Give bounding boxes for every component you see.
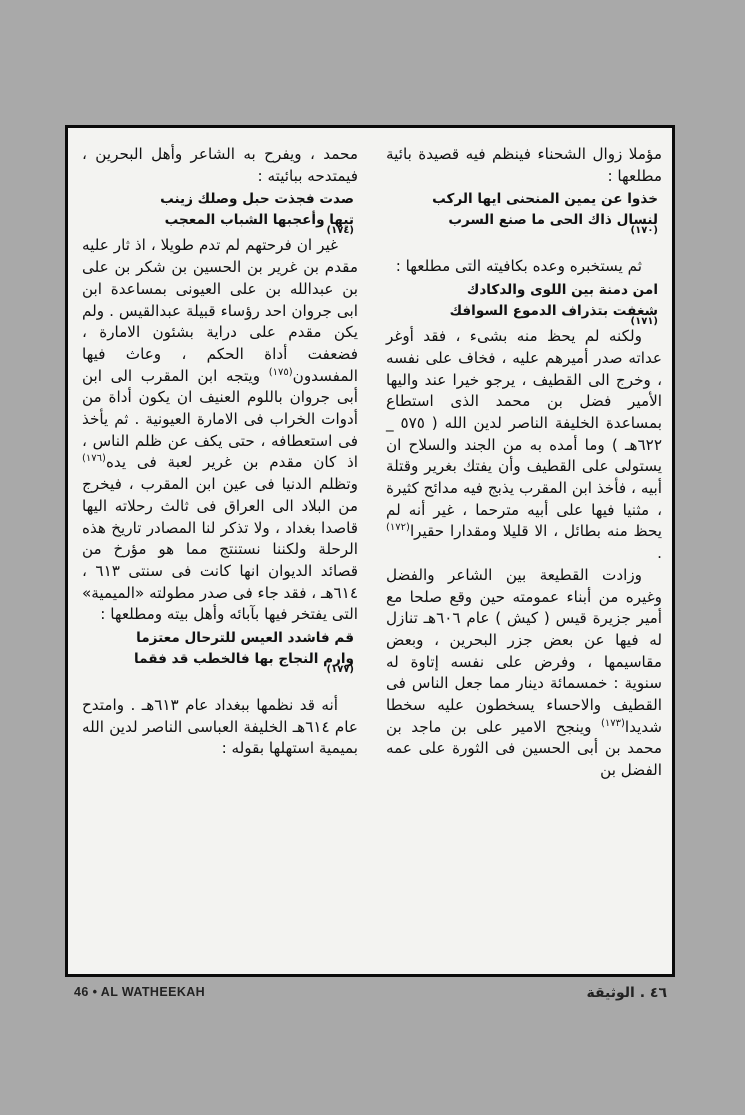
verse-line-with-ref: تيها وأعجبها الشباب المعجب (١٧٤) <box>164 212 354 237</box>
poem-verse <box>82 189 358 237</box>
right-column <box>386 144 662 782</box>
paragraph-text: وينجح الامير على بن ماجد بن محمد بن أبى الحسين فى الثورة على عمه الفضل بن <box>386 717 662 780</box>
paragraph-text: وتظلم الدنيا فى عين ابن المقرب ، فيخرج من البلاد الى العراق فى ثالث رحلاته اليها قاصدا بغداد ، ولا تذكر لنا المصادر تاريخ هذه الرحلة ولكننا نستنتج مما هو مؤرخ من قصائد الديوان انها كانت فى سنتى ٦١٣ ، ٦١٤هـ ، فقد جاء فى صدر مطولته «الميمية» التى يفتخر فيها بآبائه وأهل بيته ومطلعها : <box>82 475 359 624</box>
verse-line: قم فاشدد العيس للترحال معتزما <box>136 630 354 647</box>
paragraph: مؤملا زوال الشحناء فينظم فيه قصيدة بائية مطلعها : <box>386 145 662 185</box>
paragraph <box>82 235 358 626</box>
verse-line: تيها وأعجبها الشباب المعجب <box>164 212 354 229</box>
paragraph: ثم يستخبره وعده بكافيته التى مطلعها : <box>395 257 642 276</box>
paragraph-text: ويتجه ابن المقرب الى ابن أبى جروان باللوم العنيف ان يكون أداة من أدوات الخراب فى الامارة العيونية . ثم يأخذ فى استعطافه ، حتى يكف عن ظلم الناس ، اذ كان مقدم بن غرير لعبة فى يده <box>82 366 358 472</box>
paragraph-text: ولكنه لم يحظ منه بشىء ، فقد أوغر عداته صدر أميرهم عليه ، فخاف على نفسه ، وخرج الى القطيف ، يرجو خيرا عند واليها الأمير فضل بن محمد الذى استطاع بمساعدة الخليفة الناصر لدين الله ( ٥٧٥ _ ٦٢٢هـ ) وما أمده به من الجند والسلاح ان يستولى على القطيف وأن يفتك بغرير وقتلة أبيه ، فأخذ ابن المقرب يذبج فيه مدائح كثيرة ، مثنيا فيها على أبيه مترحما ، غير أنه لم يحظ منه بطائل ، الا قليلا ومقدارا حقيرا <box>386 327 662 541</box>
spacer <box>82 674 358 695</box>
verse-line: لنسال ذاك الحى ما صنع السرب <box>448 212 658 229</box>
spacer <box>386 235 662 256</box>
poem-verse <box>82 628 358 676</box>
paragraph-text: غير ان فرحتهم لم تدم طويلا ، اذ ثار عليه مقدم بن غرير بن الحسين بن شكر بن على بن عبدالله بن على العيونى بمساعدة ابن ابى جروان احد رؤساء قبيلة عبدالقيس . ولم يكن مقدم على دراية بشئون الامارة ، فضعفت أداة الحكم ، وعاث فيها المفسدون <box>82 236 358 385</box>
verse-line-with-ref: لنسال ذاك الحى ما صنع السرب (١٧٠) <box>448 212 658 237</box>
verse-line: وارم النجاج بها فالخطب قد فقما <box>134 651 354 668</box>
page-footer-arabic: ٤٦ . الوثيقة <box>586 985 667 1001</box>
left-column <box>82 144 358 760</box>
paragraph: ولكنه لم يحظ منه بشىء ، فقد أوغر عداته صدر أميرهم عليه ، فخاف على نفسه ، وخرج الى القطيف ، يرجو خيرا عند واليها الأمير فضل بن محمد الذى استطاع بمساعدة الخليفة الناصر لدين الله ( ٥٧٥ _ ٦٢٢هـ ) وما أمده به من الجند والسلاح ان يستولى على القطيف وأن يفتك بغرير وقتلة أبيه ، فأخذ ابن المقرب يذبج فيه مدائح كثيرة ، مثنيا فيها على أبيه مترحما ، غير أنه لم يحظ منه بطائل ، الا قليلا ومقدارا حقيرا$^{(١٧٢)}$ . <box>386 327 662 563</box>
footnote-ref: (١٧٦) <box>82 453 106 465</box>
paragraph <box>386 565 662 782</box>
footnote-ref: (١٧٢) <box>386 522 410 534</box>
poem-verse <box>386 189 662 237</box>
paragraph: أنه قد نظمها ببغداد عام ٦١٣هـ . وامتدح عام ٦١٤هـ الخليفة العباسى الناصر لدين الله بميمية استهلها بقوله : <box>82 696 358 758</box>
paragraph-text: وزادت القطيعة بين الشاعر والفضل وغيره من أبناء عمومته حين وقع صلحا مع أمير جزيرة قيس ( كيش ) عام ٦٠٦هـ تنازل له فيها عن بعض جزر البحرين ، وبعض مقاسيمها ، وفرض على نفسه إتاوة له سنوية : خمسمائة دينار مما جعل الناس فى القطيف والاحساء يسخطون عليه سخطا شديدا <box>386 565 663 736</box>
verse-line-with-ref: شغفت بتذراف الدموع السوافك (١٧١) <box>449 303 658 328</box>
verse-line-with-ref: وارم النجاج بها فالخطب قد فقما (١٧٧) <box>134 651 354 676</box>
verse-line: شغفت بتذراف الدموع السوافك <box>449 303 658 320</box>
footnote-ref: (١٧٣) <box>600 717 625 729</box>
page-footer-latin: 46 • AL WATHEEKAH <box>74 985 206 999</box>
verse-line: خذوا عن يمين المنحنى ايها الركب <box>432 191 658 208</box>
page-frame <box>65 125 675 977</box>
poem-verse <box>386 280 662 328</box>
verse-line: صدت فجذت حبل وصلك زينب <box>160 191 354 208</box>
verse-line: امن دمنة بين اللوى والدكادك <box>466 282 658 299</box>
footnote-ref: (١٧٥) <box>268 366 293 378</box>
paragraph: محمد ، ويفرح به الشاعر وأهل البحرين ، فيمتدحه ببائيته : <box>82 145 358 185</box>
